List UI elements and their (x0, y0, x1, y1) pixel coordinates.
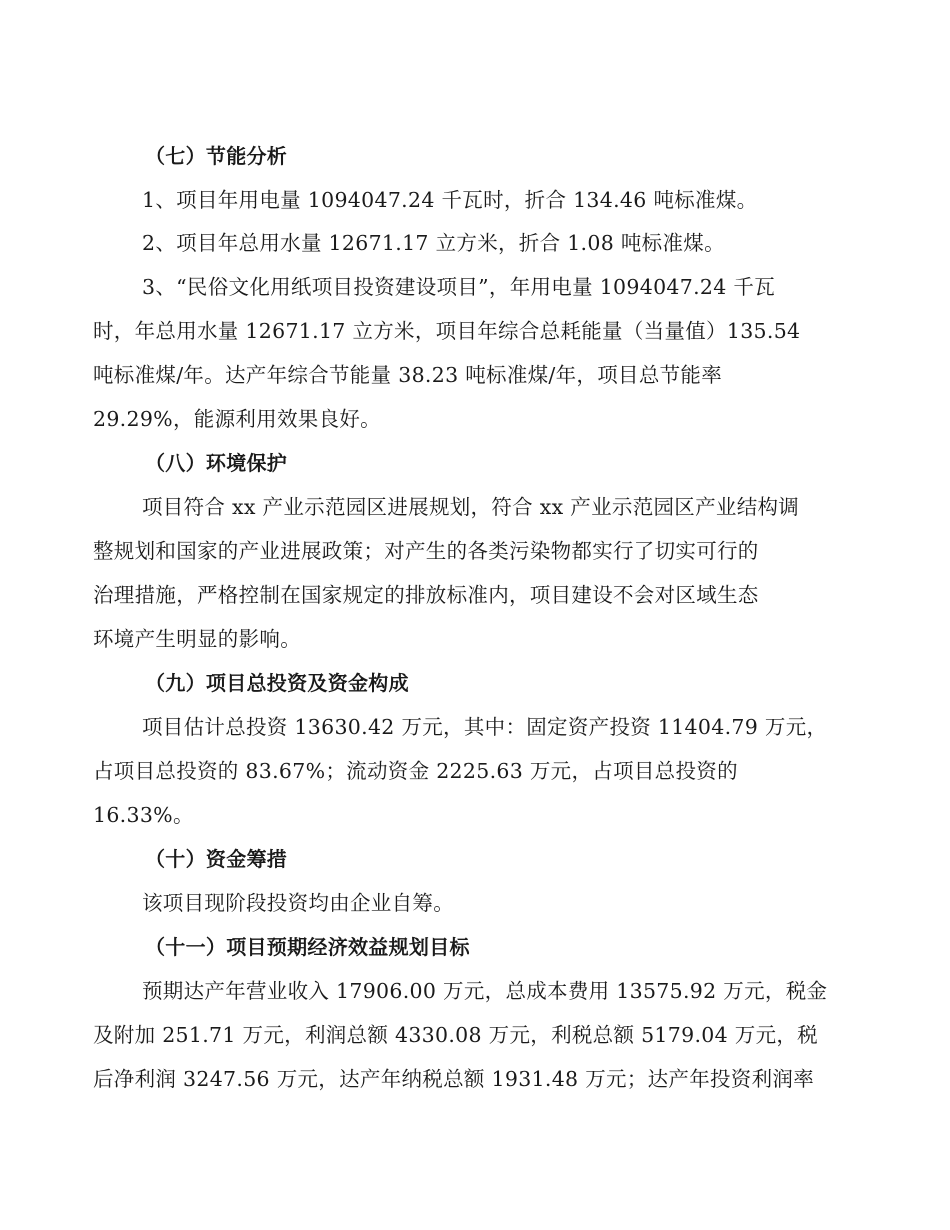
paragraph-line: 时，年总用水量 12671.17 立方米，项目年综合总耗能量（当量值）135.54 (93, 319, 801, 343)
paragraph-line: 1、项目年用电量 1094047.24 千瓦时，折合 134.46 吨标准煤。 (142, 188, 758, 212)
paragraph-line: 项目估计总投资 13630.42 万元，其中：固定资产投资 11404.79 万元， (142, 715, 828, 739)
paragraph-line: 治理措施，严格控制在国家规定的排放标准内，项目建设不会对区域生态 (93, 583, 759, 607)
paragraph-line: 2、项目年总用水量 12671.17 立方米，折合 1.08 吨标准煤。 (142, 231, 725, 255)
paragraph-line: 整规划和国家的产业进展政策；对产生的各类污染物都实行了切实可行的 (93, 539, 759, 563)
paragraph-line: 29.29%，能源利用效果良好。 (93, 407, 381, 431)
paragraph-line: 3、“民俗文化用纸项目投资建设项目”，年用电量 1094047.24 千瓦 (142, 275, 776, 299)
paragraph-line: 及附加 251.71 万元，利润总额 4330.08 万元，利税总额 5179.04 万元，税 (93, 1023, 818, 1047)
paragraph-line: 吨标准煤/年。达产年综合节能量 38.23 吨标准煤/年，项目总节能率 (93, 363, 723, 387)
paragraph-line: 项目符合 xx 产业示范园区进展规划，符合 xx 产业示范园区产业结构调 (142, 495, 800, 519)
paragraph-line: 环境产生明显的影响。 (93, 627, 301, 651)
paragraph-line: 预期达产年营业收入 17906.00 万元，总成本费用 13575.92 万元，税金 (142, 979, 828, 1003)
section-heading: （八）环境保护 (145, 451, 288, 475)
paragraph-line: 16.33%。 (93, 803, 194, 827)
paragraph-line: 该项目现阶段投资均由企业自筹。 (142, 891, 454, 915)
section-heading: （九）项目总投资及资金构成 (145, 671, 409, 695)
section-heading: （十）资金筹措 (145, 847, 288, 871)
section-heading: （七）节能分析 (145, 144, 288, 168)
section-heading: （十一）项目预期经济效益规划目标 (145, 935, 470, 959)
paragraph-line: 后净利润 3247.56 万元，达产年纳税总额 1931.48 万元；达产年投资利润率 (93, 1067, 815, 1091)
paragraph-line: 占项目总投资的 83.67%；流动资金 2225.63 万元，占项目总投资的 (93, 759, 738, 783)
